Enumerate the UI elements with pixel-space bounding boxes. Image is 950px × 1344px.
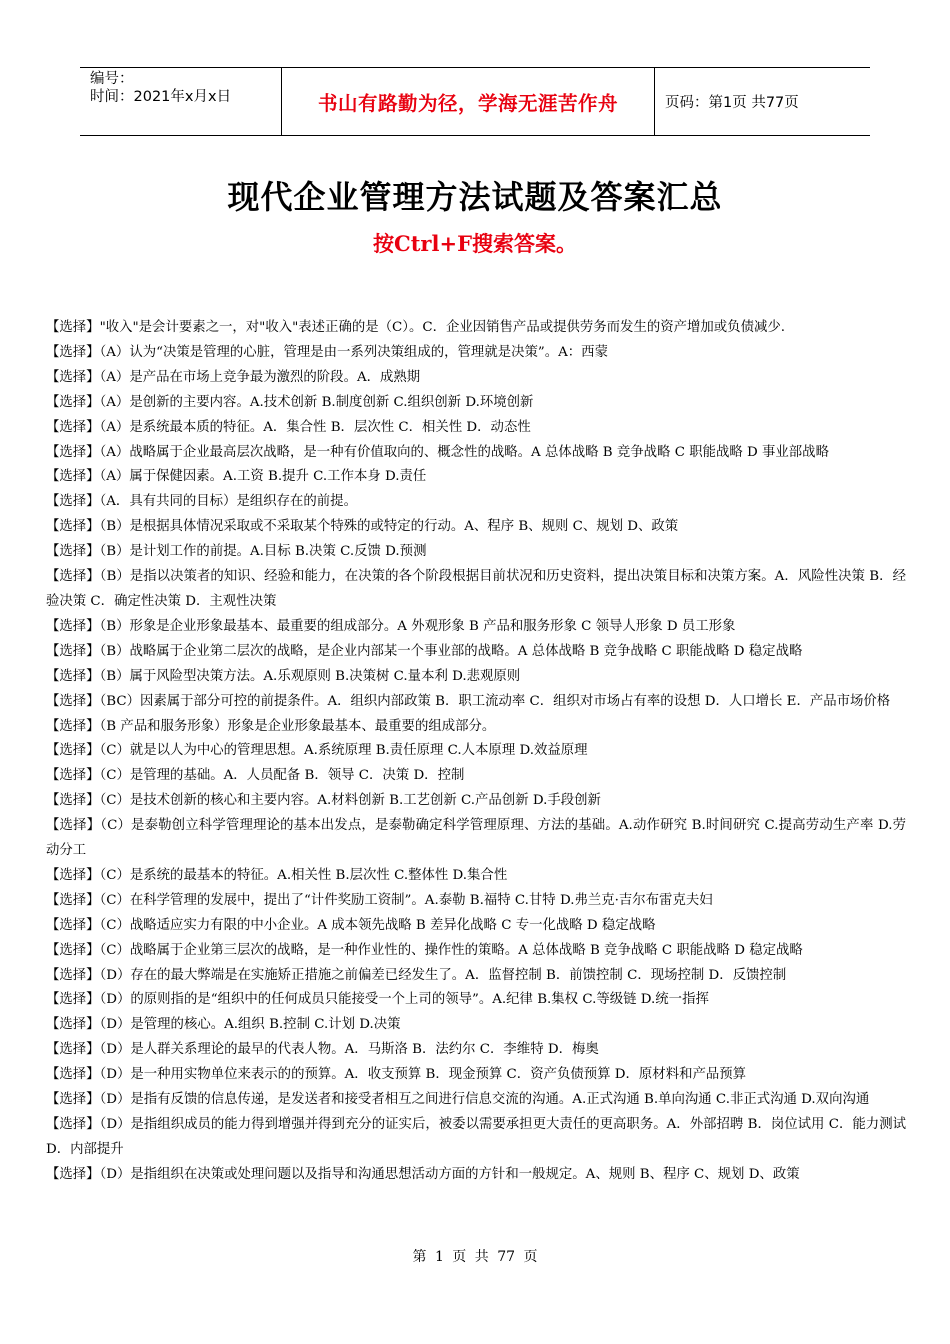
question-item (46, 988, 906, 1013)
question-tag: 【选择】 (46, 818, 101, 834)
question-item (46, 615, 906, 640)
question-item (46, 1038, 906, 1063)
question-tag: 【选择】 (46, 1067, 100, 1083)
question-text: （A．具有共同的目标）是组织存在的前提。 (99, 494, 357, 510)
question-text: （B）战略属于企业第二层次的战略，是企业内部某一个事业部的战略。A 总体战略 B 竞争战略 C 职能战略 D 稳定战略 (99, 643, 803, 659)
question-text: （A）是产品在市场上竞争最为激烈的阶段。A．成熟期 (99, 369, 421, 385)
question-item (46, 465, 906, 490)
question-text: （B 产品和服务形象）形象是企业形象最基本、最重要的组成部分。 (99, 718, 496, 734)
question-text: （B）是计划工作的前提。A.目标 B.决策 C.反馈 D.预测 (99, 544, 427, 560)
question-item (46, 964, 906, 989)
question-tag: 【选择】 (46, 394, 100, 410)
question-tag: 【选择】 (46, 668, 100, 684)
question-text: （B）属于风险型决策方法。A.乐观原则 B.决策树 C.量本利 D.悲观原则 (99, 668, 521, 684)
question-text: （C）是技术创新的核心和主要内容。A.材料创新 B.工艺创新 C.产品创新 D.手段创新 (99, 793, 601, 809)
question-tag: 【选择】 (46, 320, 100, 335)
question-item (46, 1163, 906, 1188)
question-tag: 【选择】 (46, 618, 100, 634)
question-tag: 【选择】 (46, 519, 100, 535)
question-item (46, 739, 906, 764)
header-motto: 书山有路勤为径，学海无涯苦作舟 (281, 68, 655, 135)
document-number-label: 编号： (90, 71, 134, 87)
question-item (46, 715, 906, 740)
header-page-info: 页码：第1页 共77页 (665, 95, 799, 111)
question-text: （D）是指有反馈的信息传递，是发送者和接受者相互之间进行信息交流的沟通。A.正式沟通 B.单向沟通 C.非正式沟通 D.双向沟通 (99, 1092, 870, 1108)
question-tag: 【选择】 (46, 967, 100, 983)
question-text: （A）属于保健因素。A.工资 B.提升 C.工作本身 D.责任 (99, 469, 427, 485)
document-time-label: 时间：2021年x月x日 (90, 89, 232, 105)
header-left-cell (80, 68, 281, 135)
question-item (46, 814, 906, 864)
question-text: （D）是人群关系理论的最早的代表人物。A．马斯洛 B．法约尔 C．李维特 D．梅奥 (99, 1042, 599, 1058)
question-tag: 【选择】 (46, 469, 100, 485)
question-tag: 【选择】 (46, 643, 100, 659)
question-item (46, 1113, 906, 1163)
question-item (46, 1063, 906, 1088)
question-item (46, 366, 906, 391)
question-text: （A）认为“决策是管理的心脏，管理是由一系列决策组成的，管理就是决策”。A：西蒙 (99, 344, 608, 360)
question-tag: 【选择】 (46, 867, 100, 883)
question-text: （C）是系统的最基本的特征。A.相关性 B.层次性 C.整体性 D.集合性 (99, 867, 508, 883)
question-text: （C）在科学管理的发展中，提出了“计件奖励工资制”。A.泰勒 B.福特 C.甘特 D.弗兰克·吉尔布雷克夫妇 (99, 892, 713, 908)
question-item (46, 316, 906, 341)
question-item (46, 341, 906, 366)
document-subtitle: 按Ctrl+F搜索答案。 (373, 231, 577, 256)
question-list (46, 316, 906, 1188)
question-item (46, 914, 906, 939)
question-text: （D）是管理的核心。A.组织 B.控制 C.计划 D.决策 (99, 1017, 401, 1033)
question-item (46, 441, 906, 466)
question-item (46, 1088, 906, 1113)
question-text: （A）是创新的主要内容。A.技术创新 B.制度创新 C.组织创新 D.环境创新 (99, 394, 534, 410)
question-tag: 【选择】 (46, 768, 100, 784)
question-text: （D）的原则指的是“组织中的任何成员只能接受一个上司的领导”。A.纪律 B.集权 C.等级链 D.统一指挥 (99, 992, 709, 1008)
question-tag: 【选择】 (46, 444, 100, 460)
question-item (46, 515, 906, 540)
question-text: （B）是指以决策者的知识、经验和能力，在决策的各个阶段根据目前状况和历史资料，提出决策目标和决策方案。A．风险性决策 B．经验决策 C．确定性决策 D．主观性决策 (46, 569, 907, 609)
question-tag: 【选择】 (46, 369, 100, 385)
question-text: （D）存在的最大弊端是在实施矫正措施之前偏差已经发生了。A．监督控制 B．前馈控制 C．现场控制 D．反馈控制 (99, 967, 787, 983)
question-tag: 【选择】 (46, 344, 100, 360)
question-item (46, 565, 906, 615)
question-text: （C）战略属于企业第三层次的战略，是一种作业性的、操作性的策略。A 总体战略 B 竞争战略 C 职能战略 D 稳定战略 (99, 942, 803, 958)
question-item (46, 889, 906, 914)
question-item (46, 640, 906, 665)
question-item (46, 490, 906, 515)
question-text: （C）就是以人为中心的管理思想。A.系统原理 B.责任原理 C.人本原理 D.效益原理 (99, 743, 588, 759)
page-footer: 第 1 页 共 77 页 (412, 1249, 538, 1265)
question-tag: 【选择】 (46, 1117, 100, 1132)
question-text: "收入"是会计要素之一，对"收入"表述正确的是（C）。C．企业因销售产品或提供劳务而发生的资产增加或负债减少. (99, 320, 785, 335)
question-item (46, 789, 906, 814)
question-tag: 【选择】 (46, 942, 100, 958)
question-tag: 【选择】 (46, 419, 100, 435)
question-item (46, 391, 906, 416)
question-tag: 【选择】 (46, 892, 100, 908)
question-tag: 【选择】 (46, 992, 100, 1008)
question-text: （A）战略属于企业最高层次战略，是一种有价值取向的、概念性的战略。A 总体战略 B 竞争战略 C 职能战略 D 事业部战略 (99, 444, 829, 460)
question-tag: 【选择】 (46, 569, 100, 585)
question-text: （D）是指组织成员的能力得到增强并得到充分的证实后，被委以需要承担更大责任的更高职务。A．外部招聘 B．岗位试用 C．能力测试 D．内部提升 (46, 1117, 906, 1157)
question-item (46, 540, 906, 565)
question-tag: 【选择】 (46, 544, 100, 560)
question-text: （B）形象是企业形象最基本、最重要的组成部分。A 外观形象 B 产品和服务形象 C 领导人形象 D 员工形象 (99, 618, 736, 634)
question-text: （D）是一种用实物单位来表示的的预算。A．收支预算 B．现金预算 C．资产负债预算 D．原材料和产品预算 (99, 1067, 747, 1083)
question-text: （C）战略适应实力有限的中小企业。A 成本领先战略 B 差异化战略 C 专一化战略 D 稳定战略 (99, 917, 656, 933)
page-header (80, 67, 870, 136)
question-text: （C）是管理的基础。A．人员配备 B．领导 C．决策 D．控制 (99, 768, 465, 784)
question-tag: 【选择】 (46, 793, 100, 809)
question-text: （D）是指组织在决策或处理问题以及指导和沟通思想活动方面的方针和一般规定。A、规则 B、程序 C、规划 D、政策 (99, 1166, 800, 1182)
question-text: （BC）因素属于部分可控的前提条件。A．组织内部政策 B．职工流动率 C．组织对市场占有率的设想 D．人口增长 E．产品市场价格 (99, 693, 891, 709)
question-item (46, 864, 906, 889)
question-item (46, 764, 906, 789)
question-item (46, 665, 906, 690)
question-tag: 【选择】 (46, 1166, 100, 1182)
document-title: 现代企业管理方法试题及答案汇总 (227, 178, 723, 216)
question-text: （A）是系统最本质的特征。A．集合性 B．层次性 C．相关性 D．动态性 (99, 419, 531, 435)
question-tag: 【选择】 (46, 718, 100, 734)
question-tag: 【选择】 (46, 693, 100, 709)
question-item (46, 1013, 906, 1038)
question-tag: 【选择】 (46, 1092, 100, 1108)
question-tag: 【选择】 (46, 1042, 100, 1058)
question-tag: 【选择】 (46, 1017, 100, 1033)
question-text: （B）是根据具体情况采取或不采取某个特殊的或特定的行动。A、程序 B、规则 C、规划 D、政策 (99, 519, 679, 535)
question-tag: 【选择】 (46, 743, 100, 759)
question-item (46, 690, 906, 715)
question-tag: 【选择】 (46, 494, 100, 510)
question-item (46, 416, 906, 441)
question-text: （C）是泰勒创立科学管理理论的基本出发点，是泰勒确定科学管理原理、方法的基础。A.动作研究 B.时间研究 C.提高劳动生产率 D.劳动分工 (46, 818, 907, 859)
question-item (46, 939, 906, 964)
question-tag: 【选择】 (46, 917, 100, 933)
